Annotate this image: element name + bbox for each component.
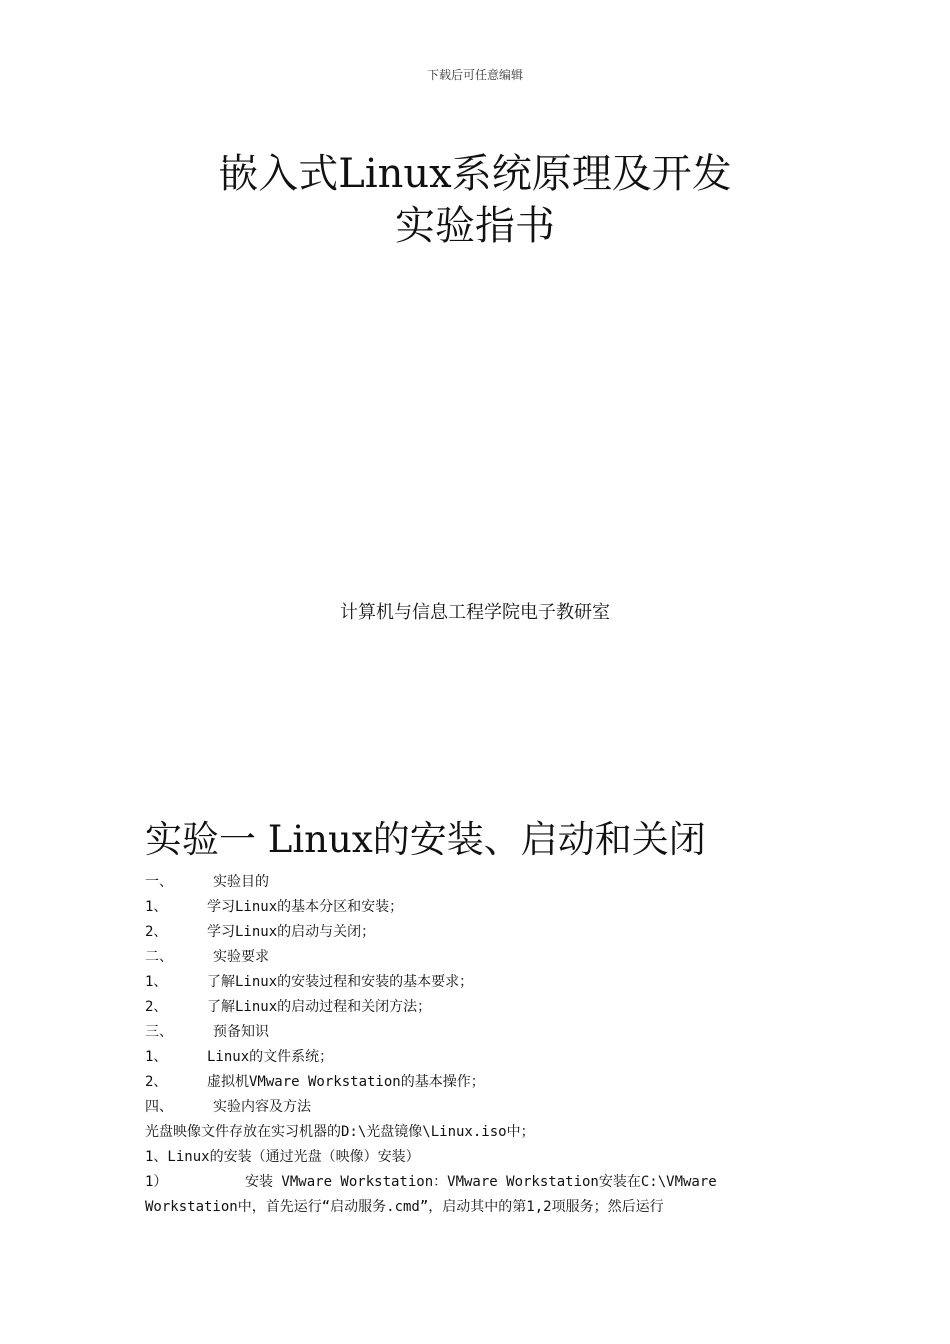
list-text: 实验内容及方法 — [213, 1099, 311, 1115]
experiment-title: 实验一 Linux的安装、启动和关闭 — [145, 818, 706, 861]
list-text: 学习Linux的启动与关闭； — [207, 924, 376, 940]
list-item — [145, 947, 269, 967]
list-text: 实验目的 — [213, 874, 269, 890]
list-item — [145, 1047, 333, 1067]
list-item — [145, 1072, 485, 1092]
list-text: 了解Linux的启动过程和关闭方法； — [207, 999, 432, 1015]
list-text: 虚拟机VMware Workstation的基本操作； — [207, 1074, 485, 1090]
page-header: 下载后可任意编辑 — [426, 68, 523, 82]
paragraph: 光盘映像文件存放在实习机器的D:\光盘镜像\Linux.iso中； — [145, 1124, 535, 1140]
list-text: 预备知识 — [213, 1024, 269, 1040]
step-number: 1） — [145, 1174, 168, 1190]
list-item — [145, 972, 473, 992]
paragraph: Workstation中，首先运行“启动服务.cmd”，启动其中的第1,2项服务；然后运行 — [145, 1199, 664, 1215]
list-number: 2、 — [145, 1074, 168, 1090]
list-number: 二、 — [145, 949, 173, 965]
list-item — [145, 922, 375, 942]
department-name: 计算机与信息工程学院电子教研室 — [340, 602, 610, 623]
paragraph: 1、Linux的安装（通过光盘（映像）安装） — [145, 1149, 420, 1165]
document-title-line1: 嵌入式Linux系统原理及开发 — [218, 151, 732, 197]
list-item — [145, 872, 269, 892]
list-number: 四、 — [145, 1099, 173, 1115]
list-text: 学习Linux的基本分区和安装； — [207, 899, 404, 915]
list-number: 1、 — [145, 899, 168, 915]
step-item — [145, 1172, 717, 1192]
list-item — [145, 1097, 311, 1117]
document-title-line2: 实验指书 — [395, 203, 555, 249]
list-number: 1、 — [145, 974, 168, 990]
list-number: 2、 — [145, 924, 168, 940]
list-number: 三、 — [145, 1024, 173, 1040]
list-item — [145, 997, 431, 1017]
step-text: 安装 VMware Workstation：VMware Workstation安装在C:\VMware — [245, 1174, 717, 1190]
list-text: Linux的文件系统； — [207, 1049, 334, 1065]
list-number: 1、 — [145, 1049, 168, 1065]
list-text: 了解Linux的安装过程和安装的基本要求； — [207, 974, 474, 990]
list-item — [145, 1022, 269, 1042]
list-number: 一、 — [145, 874, 173, 890]
list-item — [145, 897, 403, 917]
list-number: 2、 — [145, 999, 168, 1015]
list-text: 实验要求 — [213, 949, 269, 965]
